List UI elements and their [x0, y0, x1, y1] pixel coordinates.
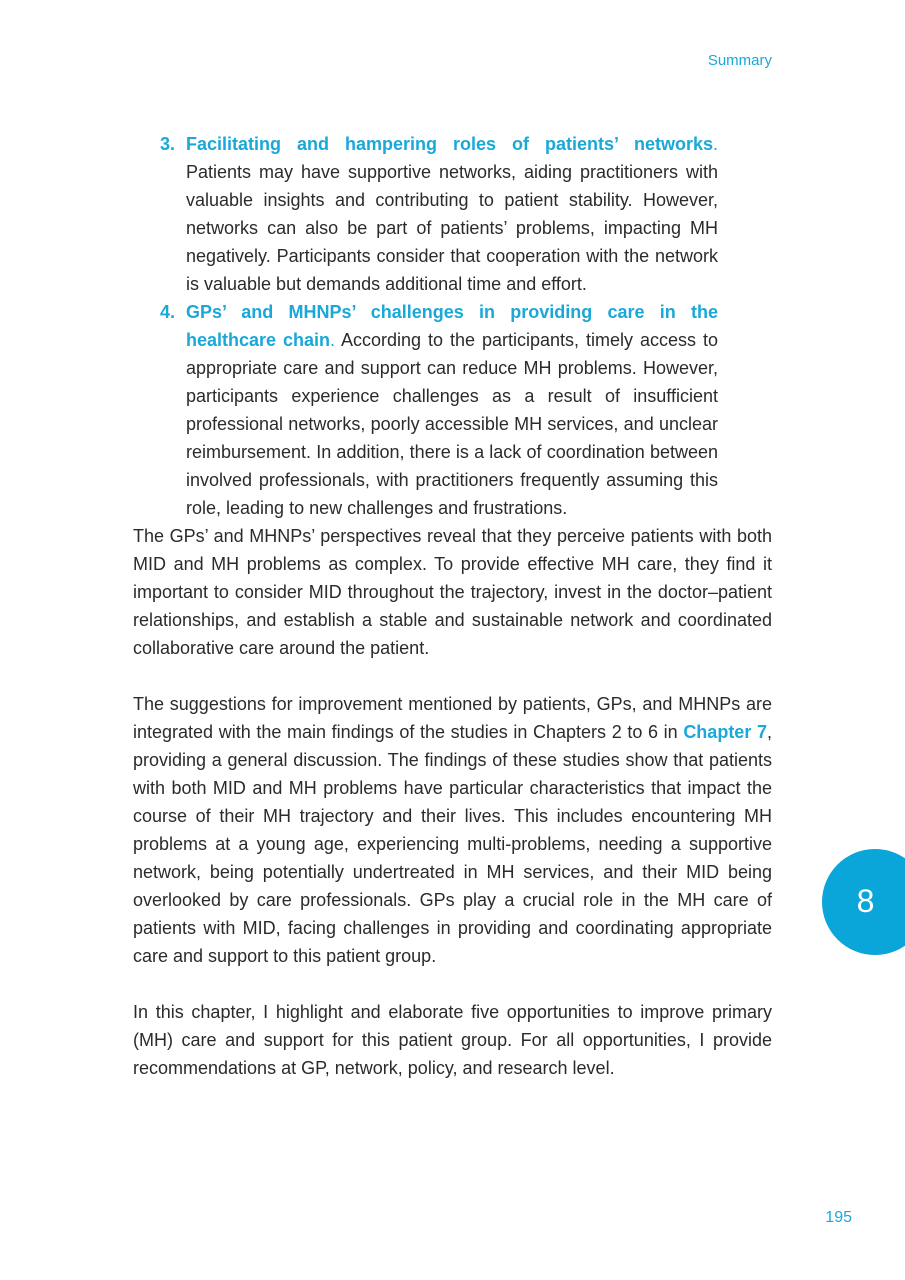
list-item-heading: GPs’ and MHNPs’ challenges in providing care in the healthcare chain [186, 302, 718, 350]
list-item [133, 130, 718, 298]
paragraph-suggestions-text-start: The suggestions for improvement mentioned by patients, GPs, and MHNPs are integrated with the main findings of the studies in Chapters 2 to 6 in [133, 694, 772, 742]
list-item-heading: Facilitating and hampering roles of patients’ networks [186, 134, 713, 154]
running-header: Summary [707, 52, 772, 69]
list-item-body: According to the participants, timely access to appropriate care and support can reduce MH problems. However, participants experience challenges as a result of insufficient professional networks, poorly accessible MH services, and unclear reimbursement. In addition, there is a lack of coordination between involved professionals, with practitioners frequently assuming this role, leading to new challenges and frustrations. [186, 330, 718, 518]
paragraph-suggestions-text-end: , providing a general discussion. The findings of these studies show that patients with both MID and MH problems have particular characteristics that impact the course of their MH trajectory and their lives. This includes encountering MH problems at a young age, experiencing multi-problems, needing a supportive network, being potentially undertreated in MH services, and their MID being overlooked by care professionals. GPs play a crucial role in the MH care of patients with MID, facing challenges in providing and coordinating appropriate care and support to this patient group. [133, 722, 772, 966]
main-content [133, 130, 772, 1110]
list-item-body: Patients may have supportive networks, aiding practitioners with valuable insights and contributing to patient stability. However, networks can also be part of patients’ problems, impacting MH negatively. Participants consider that cooperation with the network is valuable but demands additional time and effort. [186, 162, 718, 294]
chapter-7-link[interactable]: Chapter 7 [683, 722, 767, 742]
chapter-tab [822, 849, 905, 955]
chapter-tab-number: 8 [856, 883, 875, 919]
list-item-number: 4. [160, 302, 176, 322]
list-item-number: 3. [160, 134, 176, 154]
list-item-heading-period: . [712, 134, 718, 154]
paragraph-suggestions [133, 690, 772, 970]
numbered-list [133, 130, 772, 522]
page-number: 195 [825, 1209, 852, 1226]
paragraph-perspectives: The GPs’ and MHNPs’ perspectives reveal that they perceive patients with both MID and MH problems as complex. To provide effective MH care, they find it important to consider MID throughout the trajectory, invest in the doctor–patient relationships, and establish a stable and sustainable network and coordinated collaborative care around the patient. [133, 526, 772, 658]
paragraph-opportunities: In this chapter, I highlight and elaborate five opportunities to improve primary (MH) care and support for this patient group. For all opportunities, I provide recommendations at GP, network, policy, and research level. [133, 1002, 772, 1078]
list-item [133, 298, 718, 522]
list-item-heading-period: . [330, 330, 336, 350]
